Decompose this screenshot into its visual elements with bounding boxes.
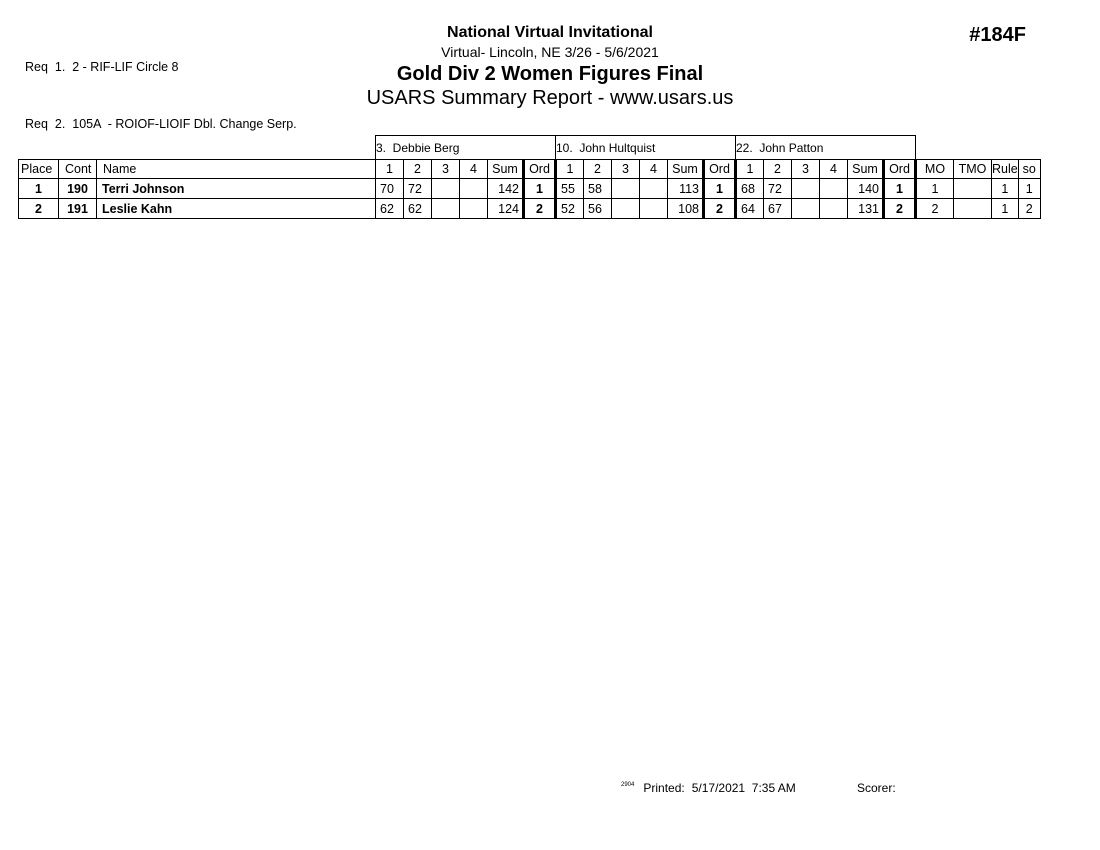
column-header-row: [19, 160, 1041, 179]
cont-cell: 190: [59, 179, 97, 199]
ord-cell: 2: [884, 199, 916, 219]
location-date: Virtual- Lincoln, NE 3/26 - 5/6/2021: [441, 44, 659, 60]
header-cell-sum: Sum: [848, 160, 884, 179]
requirement-line-1: Req 1. 2 - RIF-LIF Circle 8: [25, 60, 179, 74]
score-cell: [820, 179, 848, 199]
spacer-cell: [19, 136, 376, 160]
header-cell-rule: Rule: [992, 160, 1019, 179]
tmo-cell: [954, 179, 992, 199]
place-cell: 1: [19, 179, 59, 199]
printed-value: 5/17/2021 7:35 AM: [691, 781, 796, 795]
version-stamp: 2904: [621, 782, 635, 788]
requirement-line-2: Req 2. 105A - ROIOF-LIOIF Dbl. Change Serp.: [25, 117, 297, 131]
score-cell: 72: [764, 179, 792, 199]
header-cell-score: 4: [640, 160, 668, 179]
competition-title: National Virtual Invitational: [447, 24, 653, 41]
rule-cell: 1: [992, 199, 1019, 219]
score-cell: [612, 199, 640, 219]
so-cell: 2: [1018, 199, 1040, 219]
score-cell: 62: [376, 199, 404, 219]
header-cell-score: 2: [404, 160, 432, 179]
name-cell: Terri Johnson: [97, 179, 376, 199]
ord-cell: 1: [524, 179, 556, 199]
spacer-cell: [916, 136, 1041, 160]
score-cell: [792, 199, 820, 219]
header-cell-score: 1: [556, 160, 584, 179]
score-cell: [820, 199, 848, 219]
report-header: [0, 22, 1100, 111]
header-cell-score: 3: [612, 160, 640, 179]
header-cell-score: 4: [460, 160, 488, 179]
sum-cell: 142: [488, 179, 524, 199]
score-cell: 72: [404, 179, 432, 199]
sum-cell: 131: [848, 199, 884, 219]
header-cell-score: 3: [432, 160, 460, 179]
judge-name-cell: 22. John Patton: [736, 136, 916, 160]
so-cell: 1: [1018, 179, 1040, 199]
header-cell-sum: Sum: [488, 160, 524, 179]
header-cell-score: 3: [792, 160, 820, 179]
score-cell: [612, 179, 640, 199]
score-cell: 68: [736, 179, 764, 199]
tmo-cell: [954, 199, 992, 219]
header-cell-sum: Sum: [668, 160, 704, 179]
header-cell-ord: Ord: [704, 160, 736, 179]
score-cell: 56: [584, 199, 612, 219]
sum-cell: 113: [668, 179, 704, 199]
header-cell-ord: Ord: [884, 160, 916, 179]
results-table: [18, 135, 1041, 219]
event-title: Gold Div 2 Women Figures Final: [396, 63, 704, 85]
cont-cell: 191: [59, 199, 97, 219]
rule-cell: 1: [992, 179, 1019, 199]
score-cell: [792, 179, 820, 199]
report-type: USARS Summary Report - www.usars.us: [366, 87, 734, 109]
header-cell-score: 1: [376, 160, 404, 179]
score-cell: [640, 199, 668, 219]
scorer-label: Scorer:: [857, 781, 896, 795]
score-cell: [640, 179, 668, 199]
header-cell-tmo: TMO: [954, 160, 992, 179]
judge-name-cell: 10. John Hultquist: [556, 136, 736, 160]
score-cell: [432, 179, 460, 199]
ord-cell: 1: [884, 179, 916, 199]
ord-cell: 1: [704, 179, 736, 199]
score-cell: 52: [556, 199, 584, 219]
header-cell-so: so: [1018, 160, 1040, 179]
ord-cell: 2: [524, 199, 556, 219]
score-cell: [432, 199, 460, 219]
score-cell: 62: [404, 199, 432, 219]
ord-cell: 2: [704, 199, 736, 219]
score-cell: 70: [376, 179, 404, 199]
score-cell: 55: [556, 179, 584, 199]
header-cell-cont: Cont: [59, 160, 97, 179]
header-cell-mo: MO: [916, 160, 954, 179]
header-cell-score: 2: [764, 160, 792, 179]
header-cell-name: Name: [97, 160, 376, 179]
sum-cell: 108: [668, 199, 704, 219]
judge-header-row: [19, 136, 1041, 160]
name-cell: Leslie Kahn: [97, 199, 376, 219]
result-row: [19, 199, 1041, 219]
place-cell: 2: [19, 199, 59, 219]
judge-name-cell: 3. Debbie Berg: [376, 136, 556, 160]
printed-label: Printed:: [643, 781, 685, 795]
mo-cell: 2: [916, 199, 954, 219]
mo-cell: 1: [916, 179, 954, 199]
header-cell-ord: Ord: [524, 160, 556, 179]
header-cell-score: 2: [584, 160, 612, 179]
report-number: #184F: [969, 24, 1026, 46]
score-cell: [460, 199, 488, 219]
header-cell-place: Place: [19, 160, 59, 179]
printed-line: [621, 781, 796, 795]
header-cell-score: 4: [820, 160, 848, 179]
score-cell: 64: [736, 199, 764, 219]
sum-cell: 124: [488, 199, 524, 219]
sum-cell: 140: [848, 179, 884, 199]
header-cell-score: 1: [736, 160, 764, 179]
result-row: [19, 179, 1041, 199]
score-cell: [460, 179, 488, 199]
score-cell: 58: [584, 179, 612, 199]
score-cell: 67: [764, 199, 792, 219]
